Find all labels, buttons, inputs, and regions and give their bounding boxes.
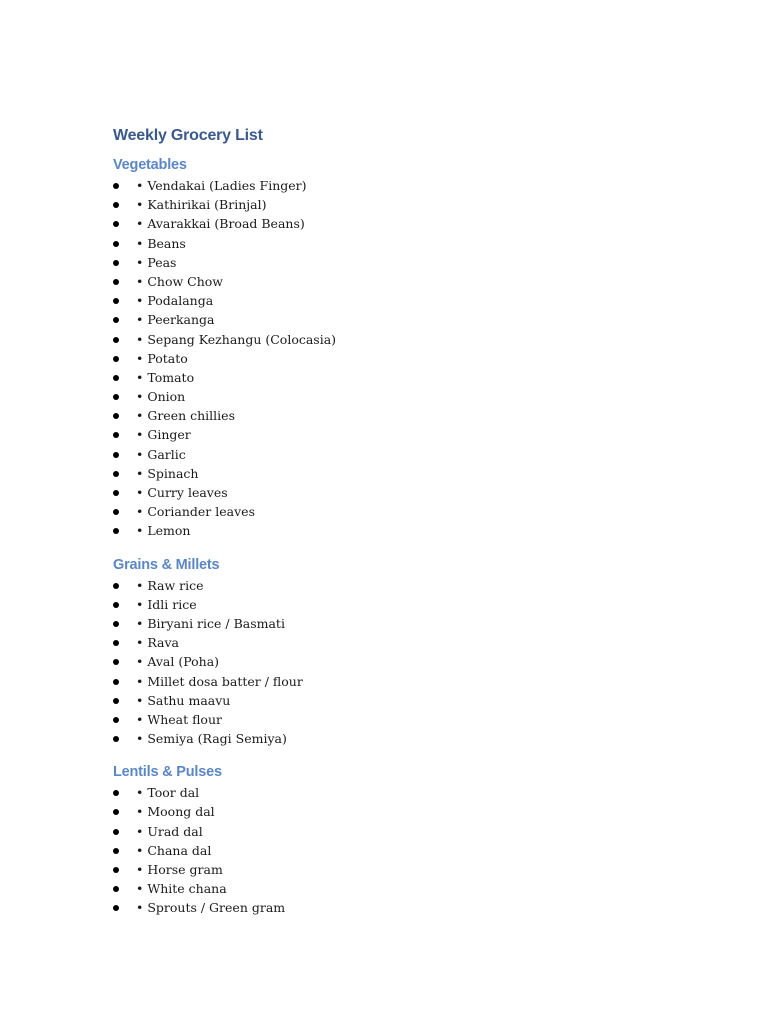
list-item: [113, 368, 713, 387]
list-item-text: • Podalanga: [136, 293, 214, 309]
list-item: [113, 483, 713, 502]
bullet-icon: [113, 356, 119, 362]
list-item-text: • Wheat flour: [136, 711, 222, 727]
list-item: [113, 387, 713, 406]
list-item: [113, 425, 713, 444]
list-item-text: • Toor dal: [136, 785, 200, 801]
list-item-text: • Ginger: [136, 427, 191, 443]
item-list: [113, 576, 713, 749]
section-heading: Grains & Millets: [113, 556, 220, 573]
list-item-text: • White chana: [136, 881, 227, 897]
bullet-icon: [113, 260, 119, 266]
bullet-icon: [113, 886, 119, 892]
bullet-icon: [113, 221, 119, 227]
list-item: [113, 214, 713, 233]
list-item-text: • Semiya (Ragi Semiya): [136, 731, 287, 747]
list-item: [113, 802, 713, 821]
list-item-text: • Coriander leaves: [136, 504, 255, 520]
list-item-text: • Onion: [136, 389, 186, 405]
bullet-icon: [113, 375, 119, 381]
list-item-text: • Spinach: [136, 465, 199, 481]
list-item: [113, 272, 713, 291]
section-heading: Lentils & Pulses: [113, 764, 222, 781]
bullet-icon: [113, 528, 119, 534]
list-item: [113, 176, 713, 195]
list-item-text: • Avarakkai (Broad Beans): [136, 216, 305, 232]
bullet-icon: [113, 829, 119, 835]
bullet-icon: [113, 432, 119, 438]
bullet-icon: [113, 679, 119, 685]
list-item-text: • Rava: [136, 635, 180, 651]
list-item: [113, 729, 713, 748]
list-item: [113, 614, 713, 633]
bullet-icon: [113, 183, 119, 189]
list-item: [113, 291, 713, 310]
list-item: [113, 349, 713, 368]
list-item-text: • Chow Chow: [136, 273, 223, 289]
list-item-text: • Garlic: [136, 446, 186, 462]
list-item: [113, 406, 713, 425]
list-item: [113, 576, 713, 595]
bullet-icon: [113, 471, 119, 477]
bullet-icon: [113, 452, 119, 458]
item-list: [113, 176, 713, 541]
bullet-icon: [113, 279, 119, 285]
bullet-icon: [113, 509, 119, 515]
list-item-text: • Potato: [136, 350, 188, 366]
list-item: [113, 898, 713, 917]
bullet-icon: [113, 583, 119, 589]
document-page: [113, 126, 713, 933]
item-list: [113, 783, 713, 917]
bullet-icon: [113, 736, 119, 742]
list-item-text: • Urad dal: [136, 823, 203, 839]
list-item-text: • Idli rice: [136, 596, 197, 612]
list-item-text: • Vendakai (Ladies Finger): [136, 178, 307, 193]
list-item-text: • Horse gram: [136, 862, 223, 877]
list-item-text: • Millet dosa batter / flour: [136, 673, 303, 689]
list-item: [113, 502, 713, 521]
bullet-icon: [113, 241, 119, 247]
bullet-icon: [113, 298, 119, 304]
list-item-text: • Raw rice: [136, 577, 204, 593]
list-item: [113, 652, 713, 671]
bullet-icon: [113, 413, 119, 419]
bullet-icon: [113, 640, 119, 646]
bullet-icon: [113, 790, 119, 796]
list-item: [113, 195, 713, 214]
bullet-icon: [113, 337, 119, 343]
list-item: [113, 783, 713, 802]
list-item-text: • Peerkanga: [136, 312, 215, 328]
list-item: [113, 253, 713, 272]
bullet-icon: [113, 621, 119, 627]
document-title: Weekly Grocery List: [113, 127, 263, 144]
bullet-icon: [113, 317, 119, 323]
list-item: [113, 822, 713, 841]
bullet-icon: [113, 698, 119, 704]
bullet-icon: [113, 490, 119, 496]
list-item-text: • Curry leaves: [136, 485, 228, 500]
bullet-icon: [113, 809, 119, 815]
list-item: [113, 330, 713, 349]
bullet-icon: [113, 394, 119, 400]
list-item: [113, 234, 713, 253]
list-item-text: • Green chillies: [136, 408, 235, 424]
list-item-text: • Beans: [136, 235, 186, 251]
list-item: [113, 521, 713, 540]
list-item: [113, 710, 713, 729]
list-item: [113, 633, 713, 652]
list-item: [113, 691, 713, 710]
list-item: [113, 672, 713, 691]
list-item: [113, 445, 713, 464]
list-item-text: • Sathu maavu: [136, 692, 231, 708]
list-item-text: • Lemon: [136, 523, 191, 539]
list-item-text: • Moong dal: [136, 804, 215, 820]
bullet-icon: [113, 867, 119, 873]
bullet-icon: [113, 659, 119, 665]
list-item: [113, 879, 713, 898]
list-item: [113, 841, 713, 860]
list-item-text: • Sepang Kezhangu (Colocasia): [136, 331, 337, 347]
list-item-text: • Sprouts / Green gram: [136, 900, 286, 916]
list-item: [113, 595, 713, 614]
list-item-text: • Chana dal: [136, 842, 212, 858]
bullet-icon: [113, 602, 119, 608]
bullet-icon: [113, 848, 119, 854]
section-lentils-pulses: [113, 763, 713, 917]
list-item-text: • Tomato: [136, 369, 195, 385]
list-item: [113, 860, 713, 879]
list-item-text: • Biryani rice / Basmati: [136, 615, 285, 631]
section-vegetables: [113, 156, 713, 541]
list-item-text: • Aval (Poha): [136, 654, 220, 670]
bullet-icon: [113, 905, 119, 911]
list-item: [113, 464, 713, 483]
list-item: [113, 310, 713, 329]
section-grains-millets: [113, 556, 713, 749]
bullet-icon: [113, 717, 119, 723]
section-heading: Vegetables: [113, 157, 187, 173]
list-item-text: • Peas: [136, 254, 177, 270]
bullet-icon: [113, 202, 119, 208]
list-item-text: • Kathirikai (Brinjal): [136, 197, 267, 213]
